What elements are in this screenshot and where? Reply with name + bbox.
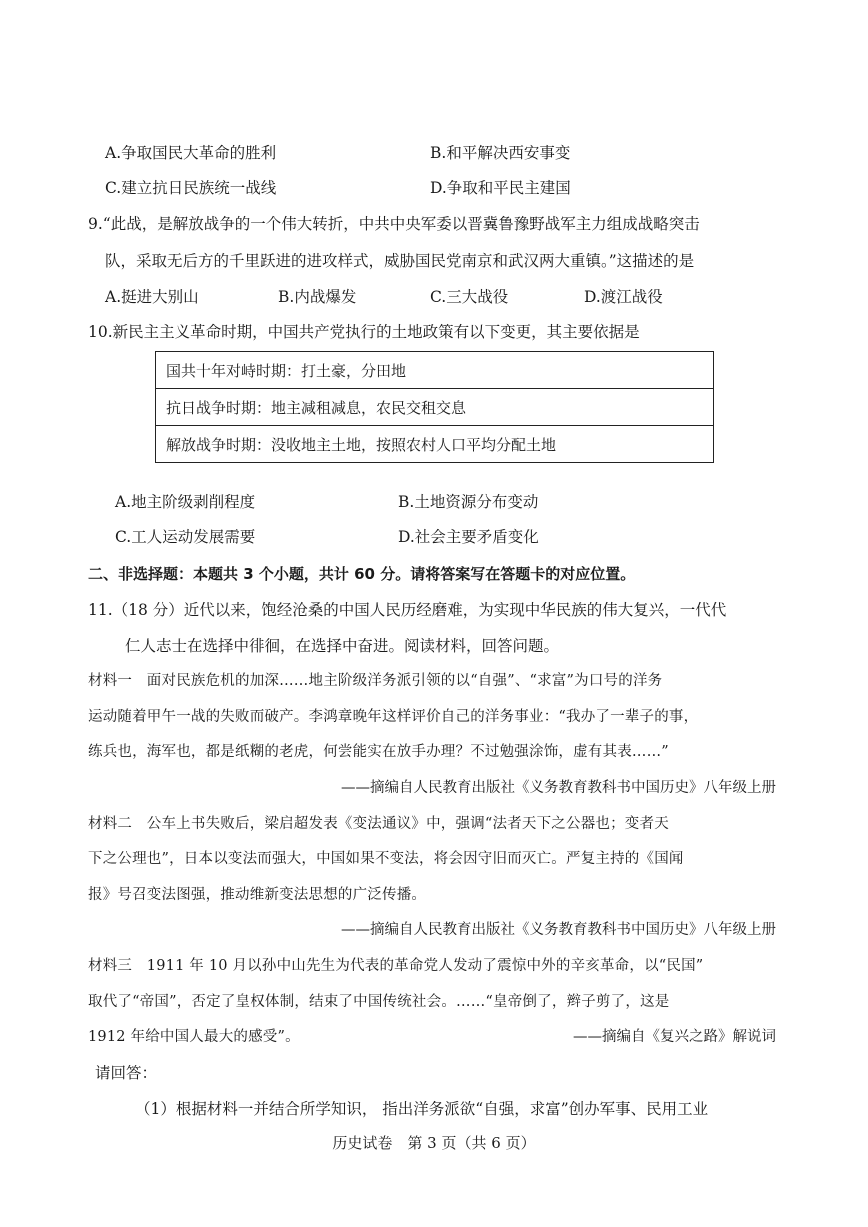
q11-sub1: （1）根据材料一并结合所学知识， 指出洋务派欲“自强，求富”创办军事、民用工业 bbox=[135, 1100, 709, 1118]
q11-stem-line2: 仁人志士在选择中徘徊，在选择中奋进。阅读材料，回答问题。 bbox=[125, 637, 560, 655]
q9-stem-line2: 队，采取无后方的千里跃进的进攻样式，威胁国民党南京和武汉两大重镇。”这描述的是 bbox=[105, 252, 695, 270]
q11-stem-line1: 11.（18 分）近代以来，饱经沧桑的中国人民历经磨难，为实现中华民族的伟大复兴，一代代 bbox=[88, 601, 727, 619]
q8-option-c: C.建立抗日民族统一战线 bbox=[105, 179, 277, 197]
material3-line3: 1912 年给中国人最大的感受”。 bbox=[88, 1029, 300, 1045]
q10-option-c: C.工人运动发展需要 bbox=[115, 528, 256, 546]
q8-option-b: B.和平解决西安事变 bbox=[430, 144, 571, 162]
table-row bbox=[156, 352, 714, 389]
table-row bbox=[156, 389, 714, 426]
q8-option-d: D.争取和平民主建国 bbox=[430, 179, 571, 197]
q9-stem-line1: 9.“此战，是解放战争的一个伟大转折，中共中央军委以晋冀鲁豫野战军主力组成战略突击 bbox=[88, 215, 700, 233]
section-heading: 二、非选择题：本题共 3 个小题，共计 60 分。请将答案写在答题卡的对应位置。 bbox=[88, 565, 636, 583]
material1-line2: 运动随着甲午一战的失败而破产。李鸿章晚年这样评价自己的洋务事业：“我办了一辈子的事， bbox=[88, 709, 699, 725]
material1-line1: 材料一 面对民族危机的加深……地主阶级洋务派引领的以“自强”、“求富”为口号的洋务 bbox=[88, 673, 663, 689]
material2-source: ——摘编自人民教育出版社《义务教育教科书中国历史》八年级上册 bbox=[341, 922, 776, 938]
page-footer: 历史试卷 第 3 页（共 6 页） bbox=[332, 1134, 536, 1152]
land-policy-table bbox=[155, 351, 714, 463]
material2-line1: 材料二 公车上书失败后，梁启超发表《变法通议》中，强调“法者天下之公器也；变者天 bbox=[88, 816, 669, 832]
q9-option-b: B.内战爆发 bbox=[278, 288, 357, 306]
q9-option-a: A.挺进大别山 bbox=[105, 288, 199, 306]
material2-line2: 下之公理也”，日本以变法而强大，中国如果不变法，将会因守旧而灭亡。严复主持的《国闻 bbox=[88, 851, 684, 867]
q10-option-a: A.地主阶级剥削程度 bbox=[115, 493, 256, 511]
q10-stem: 10.新民主主义革命时期，中国共产党执行的土地政策有以下变更，其主要依据是 bbox=[88, 323, 640, 341]
table-cell: 解放战争时期：没收地主土地，按照农村人口平均分配土地 bbox=[156, 426, 714, 463]
q9-option-d: D.渡江战役 bbox=[584, 288, 663, 306]
table-cell: 抗日战争时期：地主减租减息，农民交租交息 bbox=[156, 389, 714, 426]
q9-option-c: C.三大战役 bbox=[430, 288, 509, 306]
material2-line3: 报》号召变法图强，推动维新变法思想的广泛传播。 bbox=[88, 887, 427, 903]
material1-source: ——摘编自人民教育出版社《义务教育教科书中国历史》八年级上册 bbox=[341, 780, 776, 796]
material3-line1: 材料三 1911 年 10 月以孙中山先生为代表的革命党人发动了震惊中外的辛亥革命，以“民国” bbox=[88, 958, 704, 974]
answer-prompt: 请回答： bbox=[95, 1064, 158, 1082]
material3-line2: 取代了“帝国”，否定了皇权体制，结束了中国传统社会。……“皇帝倒了，辫子剪了，这是 bbox=[88, 994, 670, 1010]
material1-line3: 练兵也，海军也，都是纸糊的老虎，何尝能实在放手办理？不过勉强涂饰，虚有其表……” bbox=[88, 744, 669, 760]
q10-option-b: B.土地资源分布变动 bbox=[398, 493, 539, 511]
table-row bbox=[156, 426, 714, 463]
table-cell: 国共十年对峙时期：打土豪，分田地 bbox=[156, 352, 714, 389]
q8-option-a: A.争取国民大革命的胜利 bbox=[105, 144, 277, 162]
material3-source: ——摘编自《复兴之路》解说词 bbox=[573, 1029, 776, 1045]
q10-option-d: D.社会主要矛盾变化 bbox=[398, 528, 539, 546]
